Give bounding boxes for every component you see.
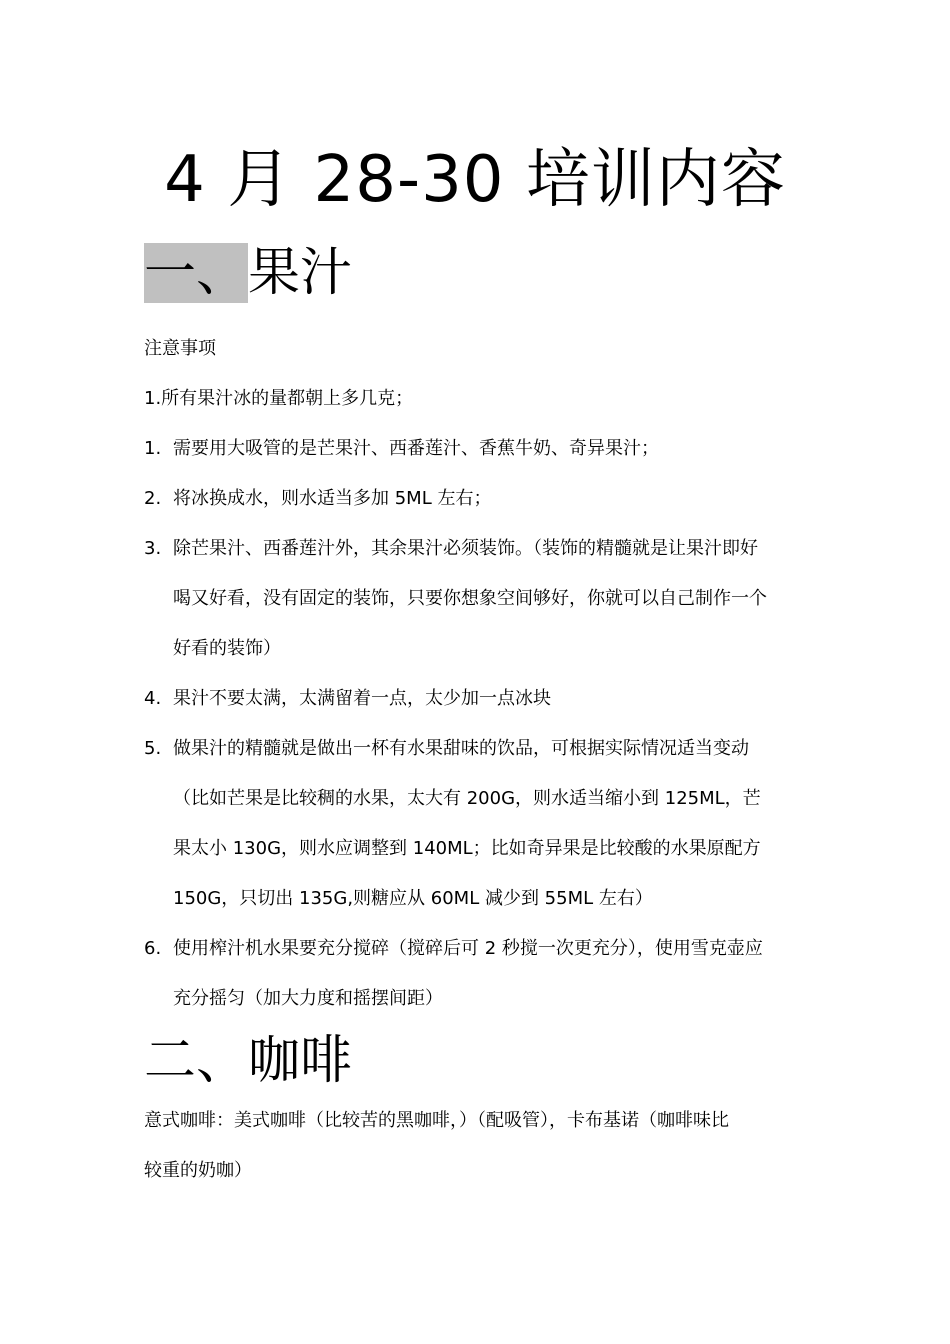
list-item-text: （比如芒果是比较稠的水果，太大有 200G，则水适当缩小到 125ML，芒 xyxy=(173,788,761,809)
list-item-number: 6. xyxy=(144,938,162,959)
list-item-number: 4. xyxy=(144,688,162,709)
list-item xyxy=(144,474,814,524)
list-item xyxy=(144,424,814,474)
list-item-text: 将冰换成水，则水适当多加 5ML 左右； xyxy=(173,488,492,509)
list-item-text: 好看的装饰） xyxy=(173,638,281,659)
list-item-text: 需要用大吸管的是芒果汁、西番莲汁、香蕉牛奶、奇异果汁； xyxy=(173,438,659,459)
list-item-text: 果太小 130G，则水应调整到 140ML；比如奇异果是比较酸的水果原配方 xyxy=(173,838,761,859)
list-item xyxy=(144,924,814,1024)
list-item-text: 150G，只切出 135G,则糖应从 60ML 减少到 55ML 左右） xyxy=(173,888,653,909)
coffee-paragraph-line: 意式咖啡：美式咖啡（比较苦的黑咖啡，）（配吸管），卡布基诺（咖啡味比 xyxy=(144,1110,729,1131)
document-title: 4 月 28-30 培训内容 xyxy=(164,143,786,217)
list-item-text: 使用榨汁机水果要充分搅碎（搅碎后可 2 秒搅一次更充分），使用雪克壶应 xyxy=(173,938,763,959)
juice-notes-list xyxy=(144,424,814,1024)
list-item-text: 除芒果汁、西番莲汁外，其余果汁必须装饰。（装饰的精髓就是让果汁即好 xyxy=(173,538,758,559)
list-item-number: 1. xyxy=(144,438,162,459)
coffee-paragraph-line: 较重的奶咖） xyxy=(144,1160,252,1181)
notes-label: 注意事项 xyxy=(144,338,216,359)
list-item-text: 做果汁的精髓就是做出一杯有水果甜味的饮品，可根据实际情况适当变动 xyxy=(173,738,749,759)
section-heading-juice-text: 果汁 xyxy=(248,243,353,303)
section-heading-coffee: 二、咖啡 xyxy=(144,1031,353,1091)
list-item-number: 5. xyxy=(144,738,162,759)
list-item xyxy=(144,674,814,724)
intro-note: 1.所有果汁冰的量都朝上多几克； xyxy=(144,388,414,409)
list-item-text: 果汁不要太满，太满留着一点，太少加一点冰块 xyxy=(173,688,551,709)
highlighted-section-number: 一、 xyxy=(144,243,249,303)
list-item xyxy=(144,524,814,674)
list-item-number: 2. xyxy=(144,488,162,509)
list-item-number: 3. xyxy=(144,538,162,559)
list-item-text: 充分摇匀（加大力度和摇摆间距） xyxy=(173,988,443,1009)
list-item-text: 喝又好看，没有固定的装饰，只要你想象空间够好，你就可以自己制作一个 xyxy=(173,588,767,609)
list-item xyxy=(144,724,814,924)
section-heading-juice xyxy=(144,236,352,310)
